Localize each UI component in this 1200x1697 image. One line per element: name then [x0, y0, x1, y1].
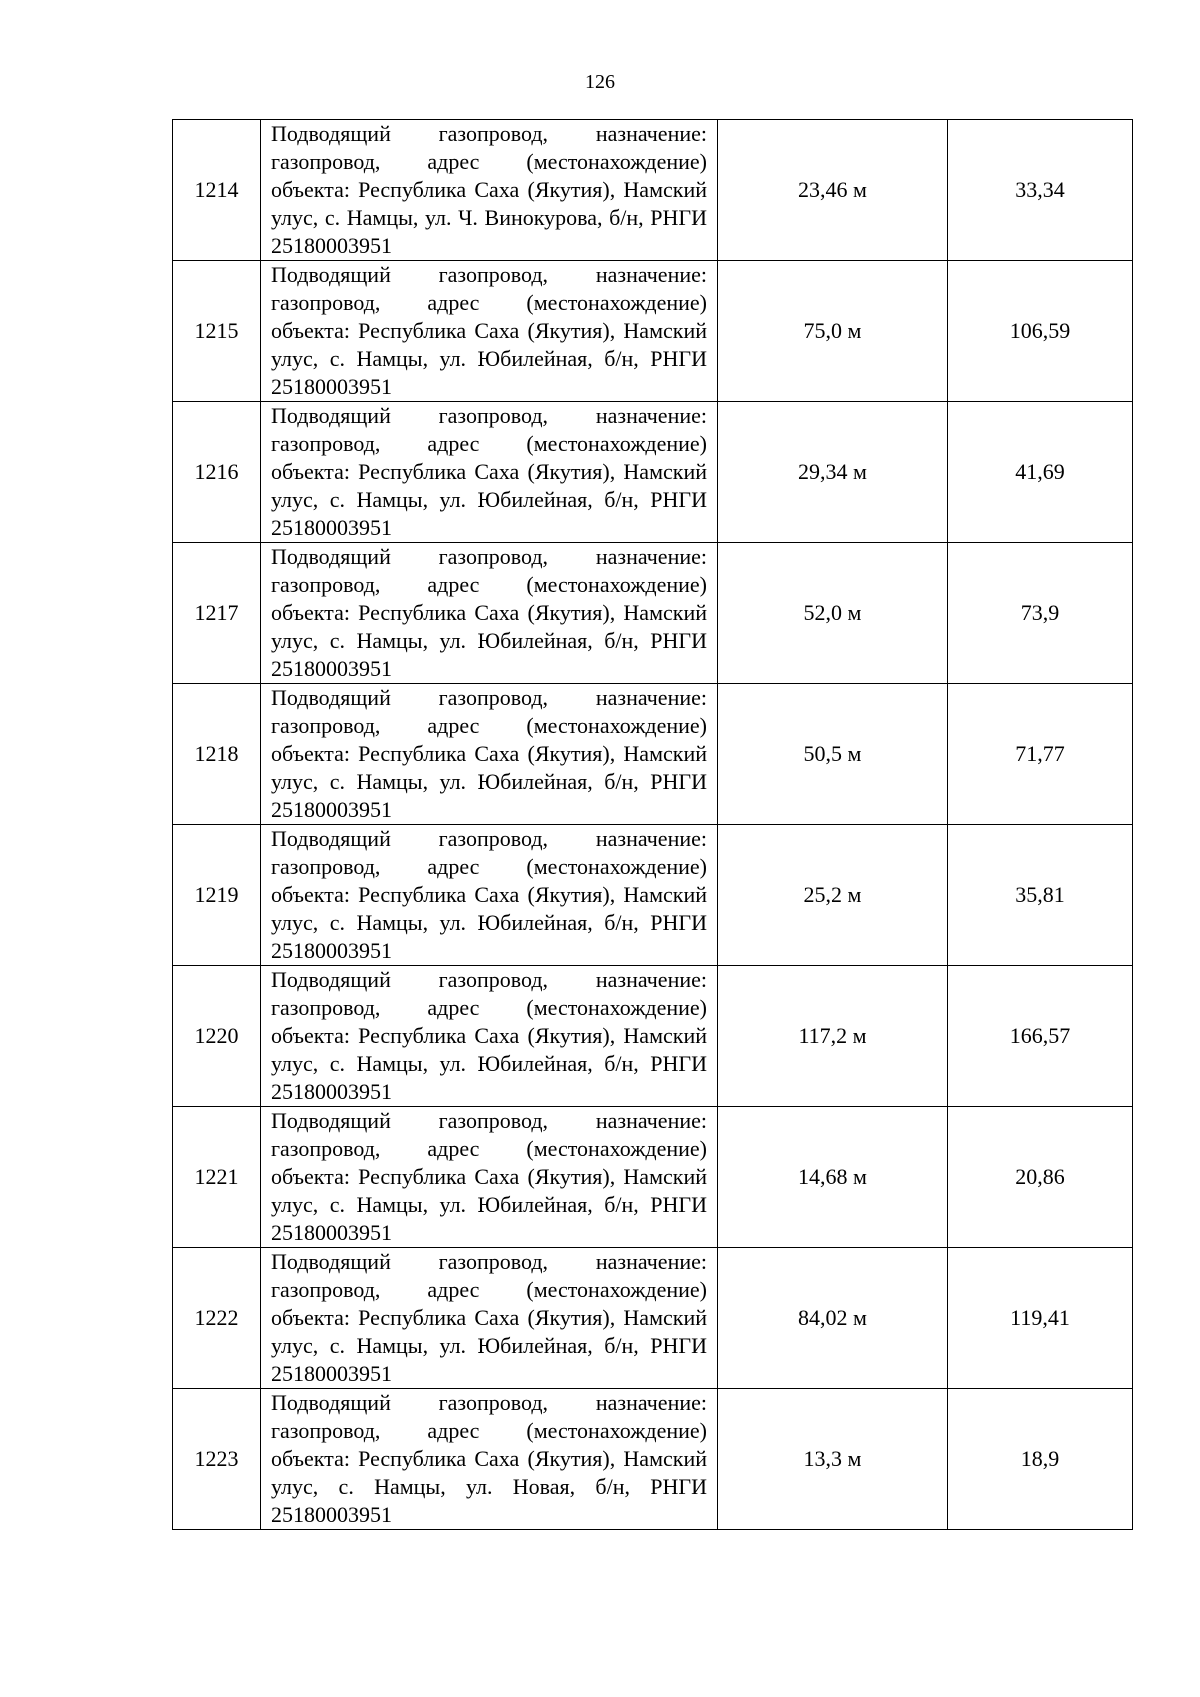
table-row [173, 543, 1133, 684]
object-value: 35,81 [948, 825, 1133, 966]
object-description: Подводящий газопровод, назначение: газопровод, адрес (местонахождение) объекта: Республика Саха (Якутия), Намский улус, с. Намцы, ул. Юбилейная, б/н, РНГИ 25180003951 [261, 402, 718, 543]
object-length: 25,2 м [718, 825, 948, 966]
object-value: 18,9 [948, 1389, 1133, 1530]
object-length: 117,2 м [718, 966, 948, 1107]
object-description: Подводящий газопровод, назначение: газопровод, адрес (местонахождение) объекта: Республика Саха (Якутия), Намский улус, с. Намцы, ул. Юбилейная, б/н, РНГИ 25180003951 [261, 543, 718, 684]
row-number: 1223 [173, 1389, 261, 1530]
table-row [173, 1107, 1133, 1248]
object-description: Подводящий газопровод, назначение: газопровод, адрес (местонахождение) объекта: Республика Саха (Якутия), Намский улус, с. Намцы, ул. Юбилейная, б/н, РНГИ 25180003951 [261, 261, 718, 402]
object-length: 52,0 м [718, 543, 948, 684]
object-length: 84,02 м [718, 1248, 948, 1389]
object-length: 14,68 м [718, 1107, 948, 1248]
row-number: 1221 [173, 1107, 261, 1248]
table-row [173, 1389, 1133, 1530]
object-description: Подводящий газопровод, назначение: газопровод, адрес (местонахождение) объекта: Республика Саха (Якутия), Намский улус, с. Намцы, ул. Ч. Винокурова, б/н, РНГИ 25180003951 [261, 120, 718, 261]
object-description: Подводящий газопровод, назначение: газопровод, адрес (местонахождение) объекта: Республика Саха (Якутия), Намский улус, с. Намцы, ул. Юбилейная, б/н, РНГИ 25180003951 [261, 1248, 718, 1389]
object-description: Подводящий газопровод, назначение: газопровод, адрес (местонахождение) объекта: Республика Саха (Якутия), Намский улус, с. Намцы, ул. Новая, б/н, РНГИ 25180003951 [261, 1389, 718, 1530]
property-table [172, 119, 1133, 1530]
row-number: 1218 [173, 684, 261, 825]
table-row [173, 825, 1133, 966]
table-row [173, 1248, 1133, 1389]
object-length: 13,3 м [718, 1389, 948, 1530]
row-number: 1217 [173, 543, 261, 684]
table-row [173, 966, 1133, 1107]
object-length: 29,34 м [718, 402, 948, 543]
row-number: 1222 [173, 1248, 261, 1389]
object-description: Подводящий газопровод, назначение: газопровод, адрес (местонахождение) объекта: Республика Саха (Якутия), Намский улус, с. Намцы, ул. Юбилейная, б/н, РНГИ 25180003951 [261, 825, 718, 966]
row-number: 1220 [173, 966, 261, 1107]
object-length: 75,0 м [718, 261, 948, 402]
table-row [173, 120, 1133, 261]
object-length: 23,46 м [718, 120, 948, 261]
table-row [173, 261, 1133, 402]
object-description: Подводящий газопровод, назначение: газопровод, адрес (местонахождение) объекта: Республика Саха (Якутия), Намский улус, с. Намцы, ул. Юбилейная, б/н, РНГИ 25180003951 [261, 966, 718, 1107]
object-value: 71,77 [948, 684, 1133, 825]
object-value: 20,86 [948, 1107, 1133, 1248]
row-number: 1219 [173, 825, 261, 966]
object-value: 166,57 [948, 966, 1133, 1107]
object-description: Подводящий газопровод, назначение: газопровод, адрес (местонахождение) объекта: Республика Саха (Якутия), Намский улус, с. Намцы, ул. Юбилейная, б/н, РНГИ 25180003951 [261, 684, 718, 825]
table-row [173, 684, 1133, 825]
object-value: 33,34 [948, 120, 1133, 261]
row-number: 1215 [173, 261, 261, 402]
table-row [173, 402, 1133, 543]
object-description: Подводящий газопровод, назначение: газопровод, адрес (местонахождение) объекта: Республика Саха (Якутия), Намский улус, с. Намцы, ул. Юбилейная, б/н, РНГИ 25180003951 [261, 1107, 718, 1248]
row-number: 1214 [173, 120, 261, 261]
object-value: 106,59 [948, 261, 1133, 402]
object-value: 119,41 [948, 1248, 1133, 1389]
row-number: 1216 [173, 402, 261, 543]
object-value: 41,69 [948, 402, 1133, 543]
page-number: 126 [585, 71, 615, 93]
object-length: 50,5 м [718, 684, 948, 825]
object-value: 73,9 [948, 543, 1133, 684]
